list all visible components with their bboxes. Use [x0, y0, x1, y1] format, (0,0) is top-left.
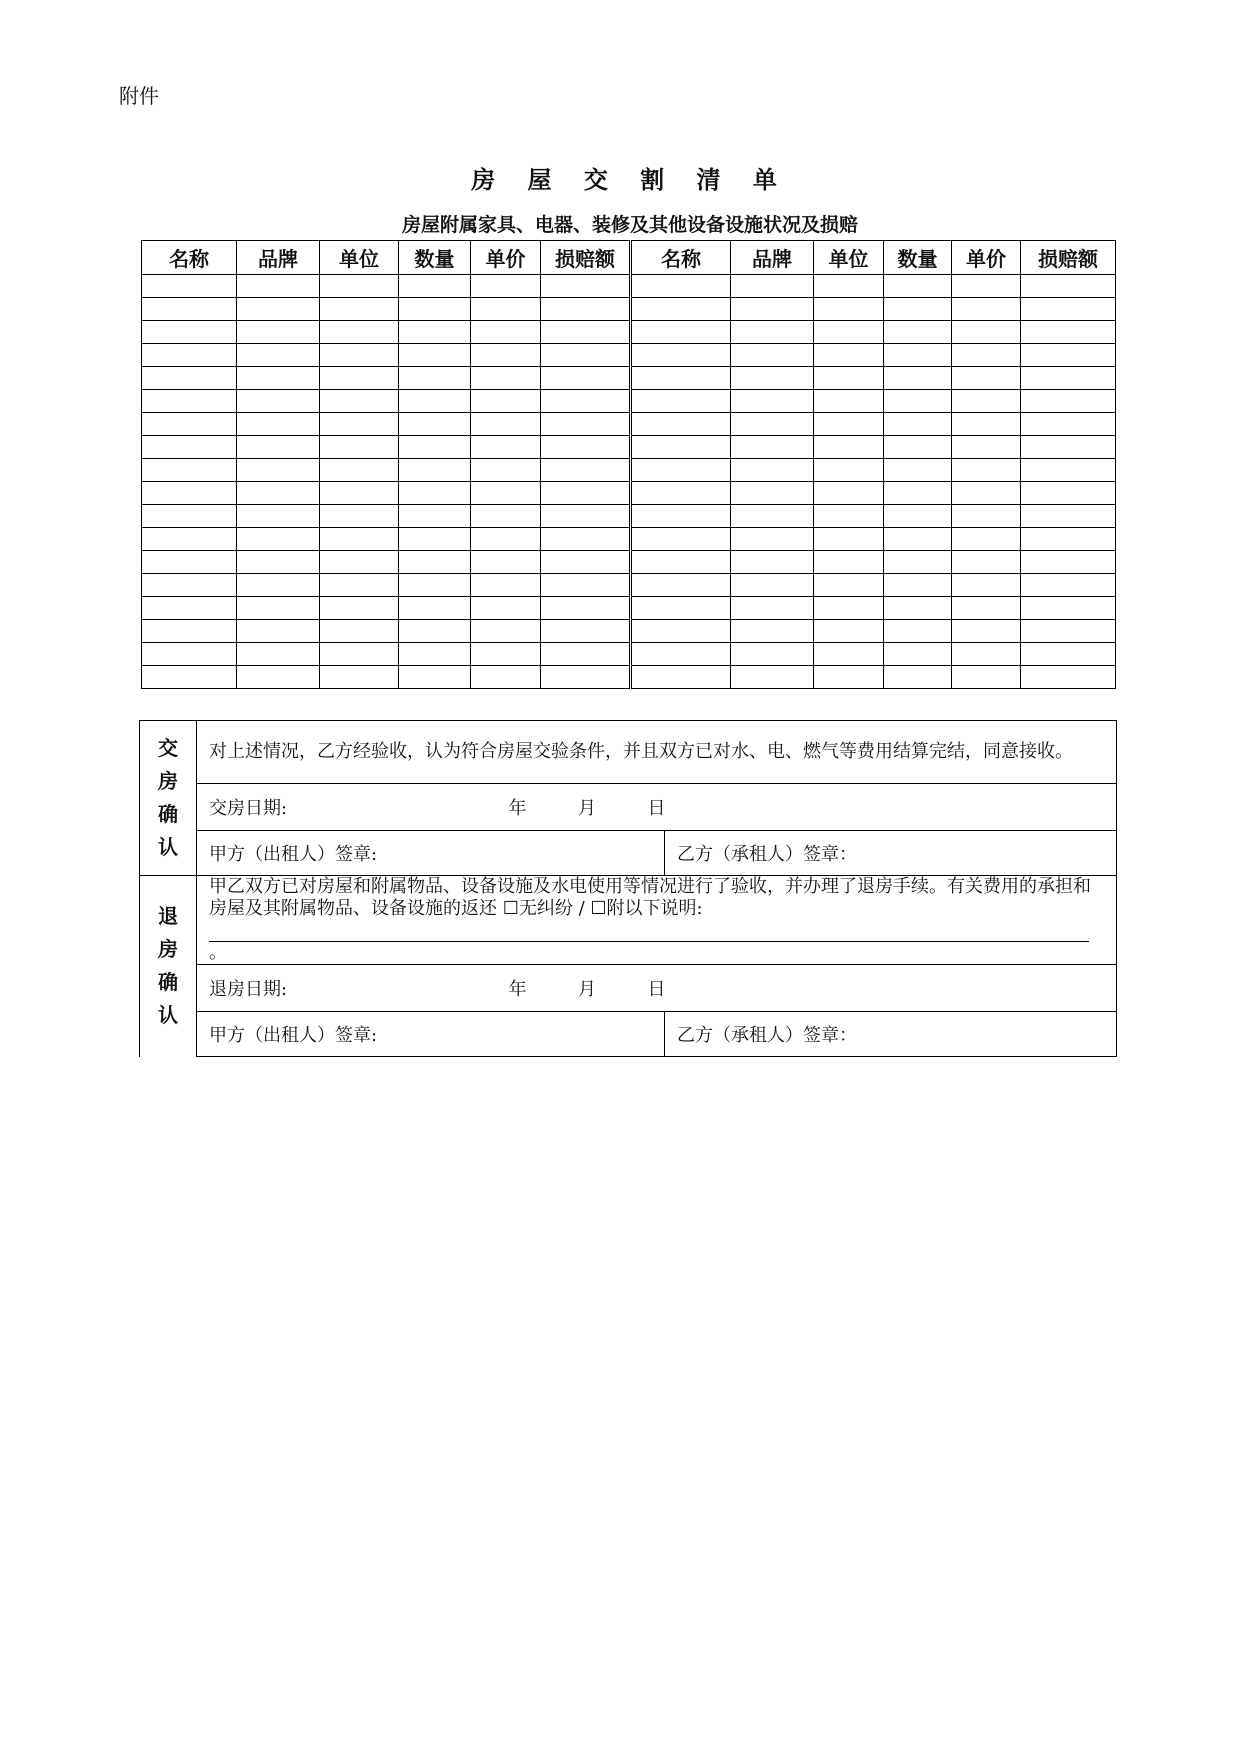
handover-statement: 对上述情况，乙方经验收，认为符合房屋交验条件，并且双方已对水、电、燃气等费用结算完结，同意接收。	[197, 721, 1117, 784]
inventory-cell[interactable]	[142, 643, 237, 666]
inventory-cell[interactable]	[471, 436, 541, 459]
inventory-body	[142, 275, 1116, 689]
inventory-row	[142, 482, 1116, 505]
inventory-cell[interactable]	[814, 413, 884, 436]
inventory-cell[interactable]	[399, 551, 471, 574]
inventory-cell[interactable]	[814, 666, 884, 689]
handover-year: 年	[508, 798, 527, 819]
inventory-cell[interactable]	[541, 413, 631, 436]
inventory-cell[interactable]	[541, 620, 631, 643]
checkout-party-a-sign: 甲方（出租人）签章:	[197, 1012, 665, 1057]
inventory-cell[interactable]	[320, 505, 399, 528]
inventory-cell[interactable]	[142, 482, 237, 505]
inventory-cell[interactable]	[952, 321, 1021, 344]
inventory-cell[interactable]	[884, 482, 952, 505]
inventory-cell[interactable]	[631, 620, 731, 643]
inventory-cell[interactable]	[731, 482, 814, 505]
inventory-cell[interactable]	[471, 459, 541, 482]
inventory-cell[interactable]	[631, 574, 731, 597]
col-quantity-2: 数量	[884, 241, 952, 275]
inventory-cell[interactable]	[814, 620, 884, 643]
checkout-end-mark: 。	[209, 942, 227, 963]
inventory-cell[interactable]	[884, 367, 952, 390]
inventory-cell[interactable]	[952, 620, 1021, 643]
inventory-cell[interactable]	[1021, 367, 1116, 390]
inventory-cell[interactable]	[541, 574, 631, 597]
inventory-cell[interactable]	[237, 597, 320, 620]
inventory-cell[interactable]	[399, 528, 471, 551]
checkout-month: 月	[578, 979, 597, 1000]
inventory-cell[interactable]	[731, 321, 814, 344]
inventory-cell[interactable]	[631, 298, 731, 321]
checkout-side-label: 退 房 确 认	[140, 876, 197, 1057]
inventory-cell[interactable]	[1021, 574, 1116, 597]
inventory-cell[interactable]	[731, 436, 814, 459]
inventory-cell[interactable]	[237, 551, 320, 574]
inventory-cell[interactable]	[1021, 390, 1116, 413]
inventory-cell[interactable]	[731, 597, 814, 620]
inventory-cell[interactable]	[399, 643, 471, 666]
inventory-cell[interactable]	[1021, 298, 1116, 321]
inventory-row	[142, 597, 1116, 620]
inventory-cell[interactable]	[320, 643, 399, 666]
inventory-cell[interactable]	[541, 298, 631, 321]
inventory-cell[interactable]	[237, 413, 320, 436]
inventory-cell[interactable]	[952, 666, 1021, 689]
inventory-cell[interactable]	[541, 390, 631, 413]
inventory-cell[interactable]	[952, 390, 1021, 413]
inventory-cell[interactable]	[142, 574, 237, 597]
inventory-cell[interactable]	[320, 459, 399, 482]
inventory-cell[interactable]	[952, 551, 1021, 574]
inventory-cell[interactable]	[142, 505, 237, 528]
inventory-cell[interactable]	[952, 459, 1021, 482]
inventory-cell[interactable]	[631, 528, 731, 551]
inventory-cell[interactable]	[237, 390, 320, 413]
inventory-cell[interactable]	[471, 620, 541, 643]
inventory-cell[interactable]	[541, 666, 631, 689]
inventory-cell[interactable]	[471, 666, 541, 689]
inventory-row	[142, 666, 1116, 689]
inventory-cell[interactable]	[399, 666, 471, 689]
inventory-row	[142, 321, 1116, 344]
inventory-cell[interactable]	[814, 390, 884, 413]
inventory-cell[interactable]	[884, 643, 952, 666]
inventory-cell[interactable]	[731, 643, 814, 666]
handover-side-label: 交 房 确 认	[140, 721, 197, 876]
inventory-cell[interactable]	[731, 574, 814, 597]
inventory-cell[interactable]	[631, 505, 731, 528]
inventory-row	[142, 344, 1116, 367]
inventory-cell[interactable]	[631, 436, 731, 459]
handover-month: 月	[578, 798, 597, 819]
inventory-cell[interactable]	[471, 275, 541, 298]
inventory-cell[interactable]	[237, 482, 320, 505]
inventory-cell[interactable]	[814, 344, 884, 367]
inventory-cell[interactable]	[320, 413, 399, 436]
handover-party-a-sign: 甲方（出租人）签章:	[197, 831, 665, 876]
inventory-cell[interactable]	[814, 321, 884, 344]
handover-date-label: 交房日期:	[209, 798, 288, 819]
inventory-cell[interactable]	[237, 505, 320, 528]
inventory-cell[interactable]	[1021, 459, 1116, 482]
inventory-cell[interactable]	[1021, 436, 1116, 459]
inventory-cell[interactable]	[541, 643, 631, 666]
inventory-cell[interactable]	[814, 367, 884, 390]
attachment-label: 附件	[119, 84, 159, 108]
inventory-cell[interactable]	[1021, 275, 1116, 298]
inventory-cell[interactable]	[320, 574, 399, 597]
inventory-cell[interactable]	[631, 367, 731, 390]
inventory-cell[interactable]	[237, 436, 320, 459]
inventory-cell[interactable]	[237, 367, 320, 390]
inventory-cell[interactable]	[731, 551, 814, 574]
inventory-cell[interactable]	[399, 321, 471, 344]
inventory-cell[interactable]	[814, 574, 884, 597]
handover-party-b-sign: 乙方（承租人）签章：	[665, 831, 1117, 876]
inventory-cell[interactable]	[471, 574, 541, 597]
checkout-day: 日	[647, 979, 666, 1000]
inventory-cell[interactable]	[884, 390, 952, 413]
confirmation-table	[139, 720, 1117, 1057]
inventory-cell[interactable]	[320, 321, 399, 344]
inventory-cell[interactable]	[320, 275, 399, 298]
handover-day: 日	[647, 798, 666, 819]
inventory-cell[interactable]	[731, 275, 814, 298]
col-unit: 单位	[320, 241, 399, 275]
inventory-cell[interactable]	[142, 275, 237, 298]
checkout-party-b-sign: 乙方（承租人）签章：	[665, 1012, 1117, 1057]
col-brand: 品牌	[237, 241, 320, 275]
inventory-row	[142, 574, 1116, 597]
inventory-cell[interactable]	[399, 482, 471, 505]
inventory-cell[interactable]	[731, 505, 814, 528]
inventory-cell[interactable]	[320, 436, 399, 459]
inventory-cell[interactable]	[399, 275, 471, 298]
inventory-cell[interactable]	[541, 275, 631, 298]
inventory-cell[interactable]	[631, 643, 731, 666]
inventory-cell[interactable]	[1021, 551, 1116, 574]
inventory-cell[interactable]	[731, 459, 814, 482]
inventory-cell[interactable]	[884, 528, 952, 551]
col-brand-2: 品牌	[731, 241, 814, 275]
inventory-cell[interactable]	[237, 528, 320, 551]
inventory-cell[interactable]	[952, 482, 1021, 505]
checkout-statement-cell	[197, 876, 1117, 965]
inventory-cell[interactable]	[952, 413, 1021, 436]
col-unit-price: 单价	[471, 241, 541, 275]
inventory-cell[interactable]	[952, 528, 1021, 551]
inventory-cell[interactable]	[631, 459, 731, 482]
inventory-row	[142, 643, 1116, 666]
inventory-cell[interactable]	[952, 597, 1021, 620]
inventory-cell[interactable]	[884, 551, 952, 574]
inventory-cell[interactable]	[814, 505, 884, 528]
inventory-cell[interactable]	[884, 574, 952, 597]
inventory-header-row	[142, 241, 1116, 275]
inventory-cell[interactable]	[471, 344, 541, 367]
inventory-cell[interactable]	[1021, 413, 1116, 436]
inventory-cell[interactable]	[237, 344, 320, 367]
inventory-cell[interactable]	[142, 367, 237, 390]
inventory-row	[142, 367, 1116, 390]
inventory-cell[interactable]	[142, 528, 237, 551]
col-damage: 损赔额	[541, 241, 631, 275]
inventory-cell[interactable]	[884, 459, 952, 482]
inventory-cell[interactable]	[1021, 528, 1116, 551]
inventory-cell[interactable]	[1021, 620, 1116, 643]
inventory-cell[interactable]	[471, 482, 541, 505]
inventory-cell[interactable]	[541, 551, 631, 574]
inventory-cell[interactable]	[471, 298, 541, 321]
inventory-cell[interactable]	[142, 551, 237, 574]
inventory-cell[interactable]	[320, 482, 399, 505]
document-title: 房 屋 交 割 清 单	[471, 166, 789, 194]
inventory-cell[interactable]	[1021, 643, 1116, 666]
inventory-row	[142, 551, 1116, 574]
inventory-cell[interactable]	[142, 390, 237, 413]
col-damage-2: 损赔额	[1021, 241, 1116, 275]
inventory-cell[interactable]	[471, 551, 541, 574]
inventory-cell[interactable]	[631, 551, 731, 574]
inventory-cell[interactable]	[884, 413, 952, 436]
inventory-row	[142, 459, 1116, 482]
inventory-cell[interactable]	[142, 298, 237, 321]
inventory-cell[interactable]	[471, 643, 541, 666]
inventory-cell[interactable]	[952, 275, 1021, 298]
inventory-cell[interactable]	[884, 666, 952, 689]
inventory-table	[141, 240, 1116, 689]
inventory-cell[interactable]	[142, 666, 237, 689]
col-unit-price-2: 单价	[952, 241, 1021, 275]
inventory-cell[interactable]	[320, 344, 399, 367]
inventory-cell[interactable]	[541, 505, 631, 528]
inventory-cell[interactable]	[1021, 344, 1116, 367]
inventory-cell[interactable]	[731, 666, 814, 689]
inventory-cell[interactable]	[631, 413, 731, 436]
inventory-cell[interactable]	[631, 275, 731, 298]
inventory-cell[interactable]	[541, 528, 631, 551]
inventory-cell[interactable]	[731, 367, 814, 390]
checkout-year: 年	[508, 979, 527, 1000]
inventory-cell[interactable]	[631, 482, 731, 505]
checkout-date-row	[197, 965, 1117, 1012]
inventory-cell[interactable]	[541, 597, 631, 620]
inventory-cell[interactable]	[731, 298, 814, 321]
inventory-cell[interactable]	[952, 643, 1021, 666]
inventory-cell[interactable]	[142, 344, 237, 367]
document-subtitle: 房屋附属家具、电器、装修及其他设备设施状况及损赔	[401, 214, 858, 236]
inventory-row	[142, 275, 1116, 298]
inventory-cell[interactable]	[237, 275, 320, 298]
inventory-cell[interactable]	[731, 620, 814, 643]
inventory-cell[interactable]	[320, 367, 399, 390]
inventory-cell[interactable]	[1021, 505, 1116, 528]
inventory-cell[interactable]	[237, 459, 320, 482]
col-quantity: 数量	[399, 241, 471, 275]
inventory-cell[interactable]	[731, 344, 814, 367]
inventory-cell[interactable]	[142, 321, 237, 344]
inventory-cell[interactable]	[399, 620, 471, 643]
inventory-cell[interactable]	[471, 390, 541, 413]
inventory-cell[interactable]	[631, 344, 731, 367]
inventory-cell[interactable]	[541, 321, 631, 344]
inventory-cell[interactable]	[142, 597, 237, 620]
inventory-cell[interactable]	[952, 344, 1021, 367]
checkout-statement: 甲乙双方已对房屋和附属物品、设备设施及水电使用等情况进行了验收，并办理了退房手续。有关费用的承担和房屋及其附属物品、设备设施的返还 ☐无纠纷 / ☐附以下说明:	[209, 876, 1091, 919]
inventory-cell[interactable]	[814, 459, 884, 482]
inventory-cell[interactable]	[399, 505, 471, 528]
inventory-cell[interactable]	[237, 666, 320, 689]
inventory-cell[interactable]	[320, 528, 399, 551]
inventory-cell[interactable]	[814, 298, 884, 321]
inventory-cell[interactable]	[814, 436, 884, 459]
col-name: 名称	[142, 241, 237, 275]
inventory-cell[interactable]	[399, 413, 471, 436]
inventory-cell[interactable]	[399, 597, 471, 620]
inventory-cell[interactable]	[1021, 482, 1116, 505]
inventory-cell[interactable]	[731, 413, 814, 436]
inventory-cell[interactable]	[471, 528, 541, 551]
inventory-cell[interactable]	[320, 620, 399, 643]
inventory-cell[interactable]	[142, 459, 237, 482]
inventory-cell[interactable]	[541, 367, 631, 390]
inventory-cell[interactable]	[320, 551, 399, 574]
inventory-cell[interactable]	[541, 459, 631, 482]
inventory-cell[interactable]	[320, 390, 399, 413]
inventory-row	[142, 298, 1116, 321]
inventory-cell[interactable]	[237, 298, 320, 321]
inventory-cell[interactable]	[952, 436, 1021, 459]
inventory-cell[interactable]	[471, 321, 541, 344]
inventory-row	[142, 413, 1116, 436]
inventory-cell[interactable]	[541, 482, 631, 505]
inventory-cell[interactable]	[320, 298, 399, 321]
inventory-row	[142, 528, 1116, 551]
checkout-date-label: 退房日期:	[209, 979, 288, 1000]
inventory-cell[interactable]	[952, 505, 1021, 528]
inventory-cell[interactable]	[1021, 597, 1116, 620]
inventory-cell[interactable]	[884, 620, 952, 643]
inventory-cell[interactable]	[471, 597, 541, 620]
inventory-cell[interactable]	[399, 436, 471, 459]
inventory-cell[interactable]	[237, 643, 320, 666]
inventory-cell[interactable]	[814, 482, 884, 505]
inventory-cell[interactable]	[237, 620, 320, 643]
inventory-cell[interactable]	[731, 390, 814, 413]
inventory-cell[interactable]	[142, 620, 237, 643]
col-unit-2: 单位	[814, 241, 884, 275]
inventory-cell[interactable]	[631, 390, 731, 413]
inventory-cell[interactable]	[237, 574, 320, 597]
inventory-cell[interactable]	[320, 597, 399, 620]
inventory-cell[interactable]	[814, 275, 884, 298]
inventory-cell[interactable]	[541, 436, 631, 459]
inventory-cell[interactable]	[814, 643, 884, 666]
inventory-cell[interactable]	[541, 344, 631, 367]
inventory-cell[interactable]	[631, 321, 731, 344]
inventory-cell[interactable]	[731, 528, 814, 551]
inventory-cell[interactable]	[399, 344, 471, 367]
handover-date-row	[197, 784, 1117, 831]
inventory-cell[interactable]	[471, 367, 541, 390]
inventory-cell[interactable]	[399, 574, 471, 597]
inventory-row	[142, 390, 1116, 413]
inventory-cell[interactable]	[884, 436, 952, 459]
inventory-cell[interactable]	[631, 597, 731, 620]
inventory-cell[interactable]	[237, 321, 320, 344]
inventory-cell[interactable]	[1021, 321, 1116, 344]
inventory-cell[interactable]	[399, 367, 471, 390]
inventory-cell[interactable]	[952, 574, 1021, 597]
inventory-cell[interactable]	[884, 298, 952, 321]
inventory-cell[interactable]	[814, 528, 884, 551]
inventory-cell[interactable]	[471, 413, 541, 436]
inventory-cell[interactable]	[399, 298, 471, 321]
inventory-cell[interactable]	[952, 298, 1021, 321]
col-name-2: 名称	[631, 241, 731, 275]
inventory-cell[interactable]	[399, 459, 471, 482]
inventory-cell[interactable]	[1021, 666, 1116, 689]
inventory-cell[interactable]	[814, 597, 884, 620]
inventory-row	[142, 436, 1116, 459]
inventory-row	[142, 505, 1116, 528]
inventory-cell[interactable]	[814, 551, 884, 574]
inventory-cell[interactable]	[884, 344, 952, 367]
inventory-cell[interactable]	[631, 666, 731, 689]
inventory-row	[142, 620, 1116, 643]
inventory-cell[interactable]	[142, 413, 237, 436]
inventory-cell[interactable]	[884, 505, 952, 528]
inventory-cell[interactable]	[884, 597, 952, 620]
inventory-cell[interactable]	[320, 666, 399, 689]
inventory-cell[interactable]	[142, 436, 237, 459]
inventory-cell[interactable]	[471, 505, 541, 528]
checkout-note-line[interactable]	[209, 923, 1089, 942]
inventory-cell[interactable]	[399, 390, 471, 413]
inventory-cell[interactable]	[884, 321, 952, 344]
inventory-cell[interactable]	[884, 275, 952, 298]
inventory-cell[interactable]	[952, 367, 1021, 390]
